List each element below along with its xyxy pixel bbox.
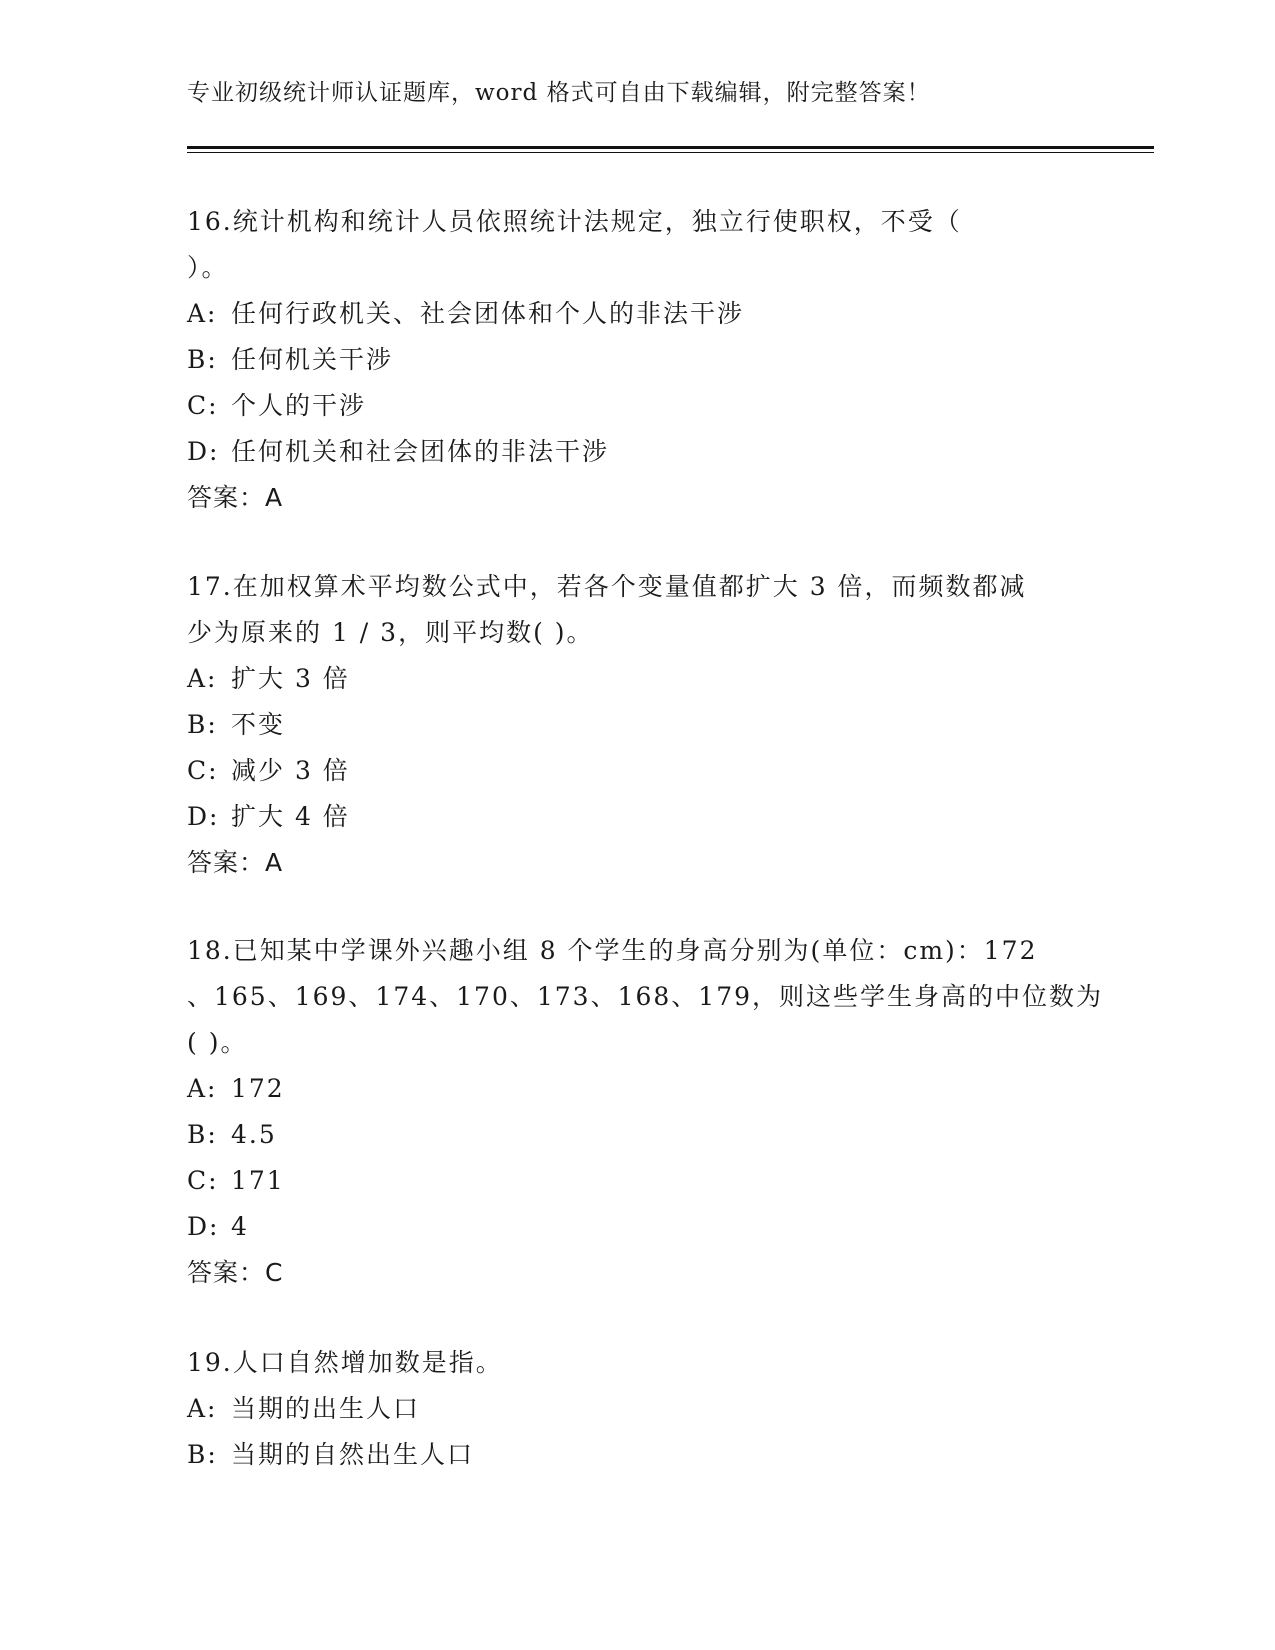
question-stem: 、165、169、174、170、173、168、179，则这些学生身高的中位数为: [187, 982, 1104, 1011]
question-stem: 19.人口自然增加数是指。: [187, 1348, 503, 1377]
option-b: [187, 702, 1087, 748]
option-d: [187, 794, 1087, 840]
option-text: 减少 3 倍: [231, 756, 350, 785]
option-c: [187, 1158, 1087, 1204]
option-label: A:: [187, 1394, 218, 1423]
header-divider: [187, 146, 1154, 149]
option-label: B:: [187, 345, 218, 374]
option-text: 当期的出生人口: [231, 1394, 421, 1423]
answer-text: 答案：A: [187, 848, 284, 877]
option-label: D:: [187, 1212, 220, 1241]
option-label: B:: [187, 1440, 218, 1469]
option-label: C:: [187, 756, 219, 785]
answer-text: 答案：A: [187, 483, 284, 512]
question-17: [187, 564, 1087, 886]
option-label: B:: [187, 710, 218, 739]
option-label: A:: [187, 1074, 218, 1103]
header-divider-thin: [187, 152, 1154, 153]
option-text: 扩大 3 倍: [231, 664, 350, 693]
question-18: [187, 928, 1104, 1296]
option-text: 172: [231, 1074, 285, 1103]
question-stem: 16.统计机构和统计人员依照统计法规定，独立行使职权，不受（: [187, 207, 962, 236]
option-text: 4: [231, 1212, 249, 1241]
option-a: [187, 656, 1087, 702]
question-stem: ( )。: [187, 1028, 248, 1057]
option-label: A:: [187, 299, 218, 328]
option-text: 171: [231, 1166, 285, 1195]
page-header: 专业初级统计师认证题库，word 格式可自由下载编辑，附完整答案！: [187, 80, 931, 106]
option-label: D:: [187, 437, 220, 466]
option-text: 任何机关干涉: [231, 345, 394, 374]
question-stem: 17.在加权算术平均数公式中，若各个变量值都扩大 3 倍，而频数都减: [187, 572, 1027, 601]
option-label: C:: [187, 391, 219, 420]
option-a: [187, 1066, 1087, 1112]
option-text: 当期的自然出生人口: [231, 1440, 475, 1469]
option-b: [187, 337, 1087, 383]
option-text: 个人的干涉: [231, 391, 367, 420]
option-d: [187, 429, 1087, 475]
answer-text: 答案：C: [187, 1258, 284, 1287]
option-text: 4.5: [231, 1120, 277, 1149]
question-stem: 18.已知某中学课外兴趣小组 8 个学生的身高分别为(单位：cm)：172: [187, 936, 1038, 965]
option-label: C:: [187, 1166, 219, 1195]
option-d: [187, 1204, 1087, 1250]
option-text: 任何机关和社会团体的非法干涉: [231, 437, 610, 466]
option-a: [187, 291, 1087, 337]
option-label: A:: [187, 664, 218, 693]
option-text: 任何行政机关、社会团体和个人的非法干涉: [231, 299, 745, 328]
option-text: 不变: [231, 710, 286, 739]
option-label: D:: [187, 802, 220, 831]
option-text: 扩大 4 倍: [231, 802, 350, 831]
option-label: B:: [187, 1120, 218, 1149]
option-c: [187, 383, 1087, 429]
question-19: [187, 1340, 1087, 1478]
question-16: [187, 199, 1087, 521]
question-stem: ）。: [187, 253, 229, 282]
option-b: [187, 1112, 1087, 1158]
question-stem: 少为原来的 1 / 3，则平均数( )。: [187, 618, 594, 647]
option-a: [187, 1386, 1087, 1432]
option-c: [187, 748, 1087, 794]
option-b: [187, 1432, 1087, 1478]
